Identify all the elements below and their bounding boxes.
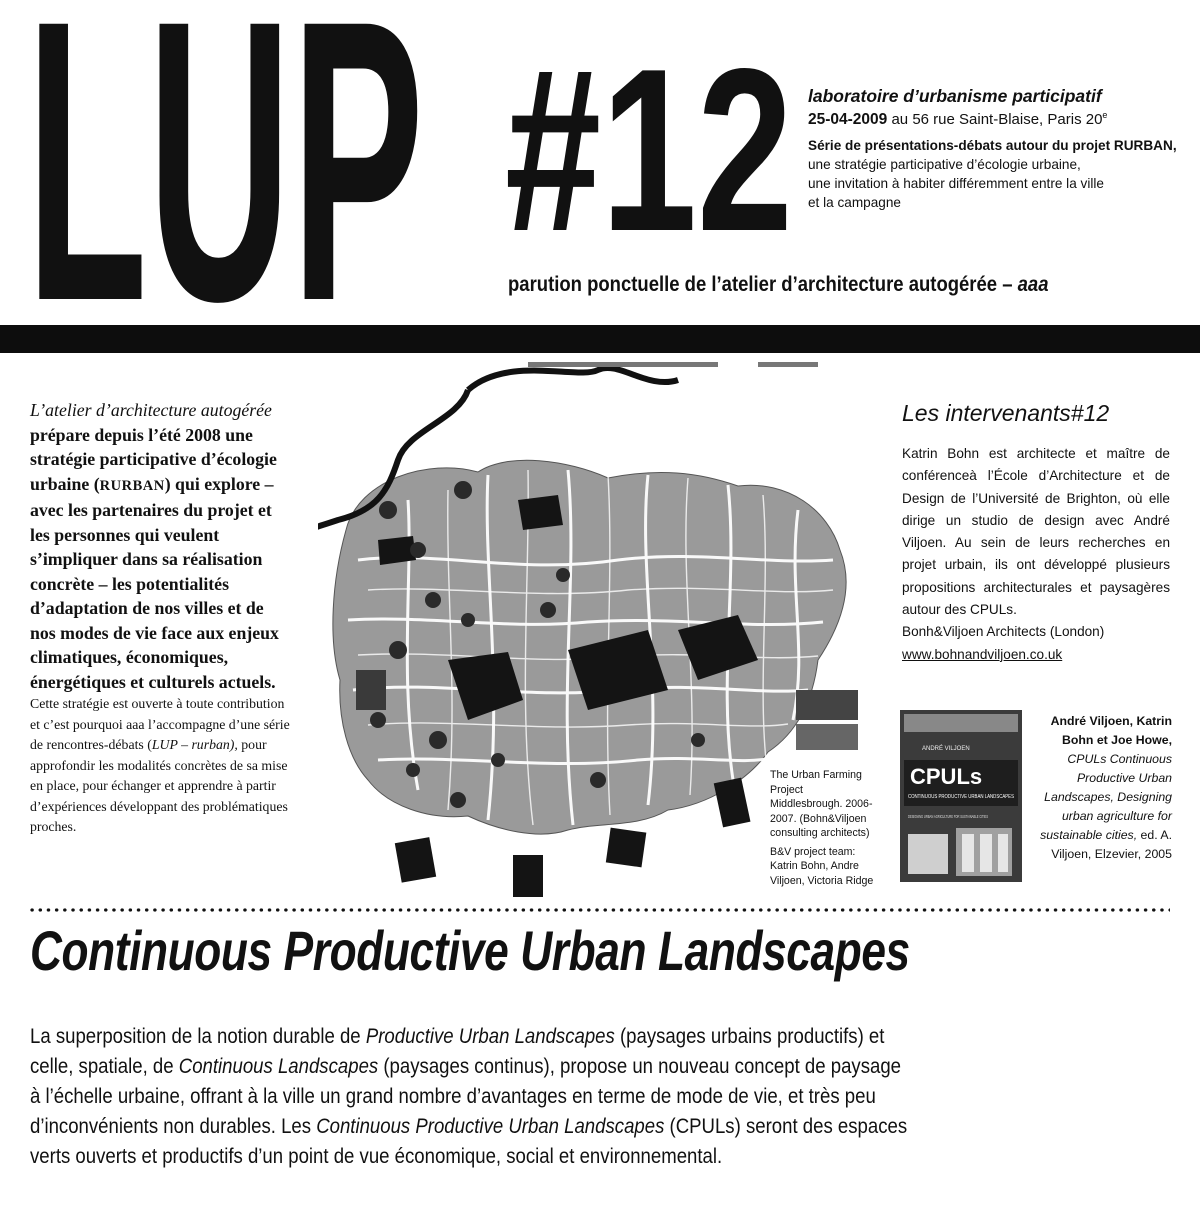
intro-body-italic: LUP – rurban), <box>151 737 238 752</box>
book-cover-subtitle: CONTINUOUS PRODUCTIVE URBAN LANDSCAPES <box>908 794 1015 800</box>
article-line-5: verts ouverts et productifs d’un point de vue économique, social et environnemental. <box>30 1145 723 1168</box>
book-caption <box>1032 712 1172 864</box>
event-date: 25-04-2009 <box>808 111 888 128</box>
speakers-firm: Bonh&Viljoen Architects (London) <box>902 624 1105 640</box>
date-address <box>808 110 1193 129</box>
series-description <box>808 136 1193 212</box>
address-sup: e <box>1102 110 1108 120</box>
lab-title: laboratoire d’urbanisme participatif <box>808 86 1102 106</box>
map-caption-project: The Urban Farming Project Middlesbrough. 2006-2007. (Bohn&Viljoen consulting architects) <box>770 769 873 839</box>
map-caption-team: B&V project team: Katrin Bohn, Andre Viljoen, Victoria Ridge <box>770 845 874 887</box>
speakers-body <box>902 443 1170 666</box>
intro-lead-part1: prépare depuis l’été 2008 une stratégie participative d’écologie urbaine ( <box>30 424 277 494</box>
intro-lead-italic: L’atelier d’architecture autogérée <box>30 400 272 420</box>
article-line-1c: (paysages urbains productifs) et <box>614 1025 885 1048</box>
series-line: Série de présentations-débats autour du projet RURBAN, <box>808 138 1177 153</box>
lup-logo-text: LUP <box>26 6 424 316</box>
article-line-4c: (CPULs) seront des espaces <box>664 1115 908 1138</box>
issue-number-text: #12 <box>505 58 793 238</box>
speakers-bio: Katrin Bohn est architecte et maître de conférenceà l’École d’Architecture et de Design de l’Université de Brighton, où elle dirige un studio de design avec André Viljoen. Au sein de leurs recherches en projet urbain, ils ont développé plusieurs propositions architecturales et paysagères autour des CPULs. <box>902 446 1170 618</box>
book-publisher: ed. A. Viljoen, Elzevier, 2005 <box>1051 828 1172 861</box>
book-cover-title: CPULs <box>910 764 983 789</box>
desc-line-3: et la campagne <box>808 195 901 210</box>
article-heading: Continuous Productive Urban Landscapes <box>30 919 910 982</box>
intro-lead-rurban: RURBAN <box>99 477 165 494</box>
article-line-2a: celle, spatiale, de <box>30 1055 179 1078</box>
article-line-3: à l’échelle urbaine, offrant à la ville un grand nombre d’avantages en terme de mode de vie, et très peu <box>30 1085 876 1108</box>
map-caption <box>770 768 878 888</box>
book-authors: André Viljoen, Katrin Bohn et Joe Howe, <box>1050 714 1172 747</box>
desc-line-1: une stratégie participative d’écologie urbaine, <box>808 157 1081 172</box>
parution-text: parution ponctuelle de l’atelier d’architecture autogérée – <box>508 272 1013 296</box>
article-line-2c: (paysages continus), propose un nouveau concept de paysage <box>378 1055 902 1078</box>
intro-body <box>30 694 292 838</box>
book-title: CPULs Continuous Productive Urban Landscapes, Designing urban agriculture for sustainable cities, <box>1040 752 1172 842</box>
article-line-1b: Productive Urban Landscapes <box>365 1025 615 1048</box>
book-cover-tagline: DESIGNING URBAN AGRICULTURE FOR SUSTAINABLE CITIES <box>908 814 989 819</box>
header-divider-bar <box>0 325 1200 353</box>
issue-number <box>505 58 795 238</box>
article-line-4b: Continuous Productive Urban Landscapes <box>316 1115 665 1138</box>
parution-line <box>508 272 1048 297</box>
speakers-title: Les intervenants#12 <box>902 400 1110 426</box>
intro-lead-part2: ) qui explore – avec les partenaires du projet et les personnes qui veulent s’impliquer dans sa réalisation concrète – les potentialités d’adaptation de nos villes et de nos modes de vie face aux enjeux climatiques, économiques, énergétiques et culturels actuels. <box>30 473 279 692</box>
intro-body-part2: pour approfondir les modalités concrètes de sa mise en place, pour échanger et apprendre à partir d’expériences développant des problématiques proches. <box>30 737 288 834</box>
dotted-divider <box>28 908 1170 912</box>
article-line-4 <box>30 1112 1048 1142</box>
event-address: au 56 rue Saint-Blaise, Paris 20 <box>891 111 1103 128</box>
speakers-website-link[interactable]: www.bohnandviljoen.co.uk <box>902 646 1063 662</box>
article-body <box>30 1022 1180 1172</box>
parution-aaa: aaa <box>1017 272 1049 296</box>
article-line-2b: Continuous Landscapes <box>178 1055 379 1078</box>
article-line-4a: d’inconvénients non durables. Les <box>30 1115 317 1138</box>
article-line-2 <box>30 1052 1048 1082</box>
article-line-1a: La superposition de la notion durable de <box>30 1025 366 1048</box>
article-line-1 <box>30 1022 1048 1052</box>
book-cover <box>900 710 1022 882</box>
desc-line-2: une invitation à habiter différemment entre la ville <box>808 176 1104 191</box>
intro-lead <box>30 398 292 694</box>
intro-column <box>30 398 292 838</box>
lup-logo <box>26 6 426 316</box>
book-cover-author: ANDRÉ VILJOEN <box>922 746 970 752</box>
intro-body-part1: Cette stratégie est ouverte à toute contribution et c’est pourquoi aaa l’accompagne d’une série de rencontres-débats ( <box>30 696 290 752</box>
